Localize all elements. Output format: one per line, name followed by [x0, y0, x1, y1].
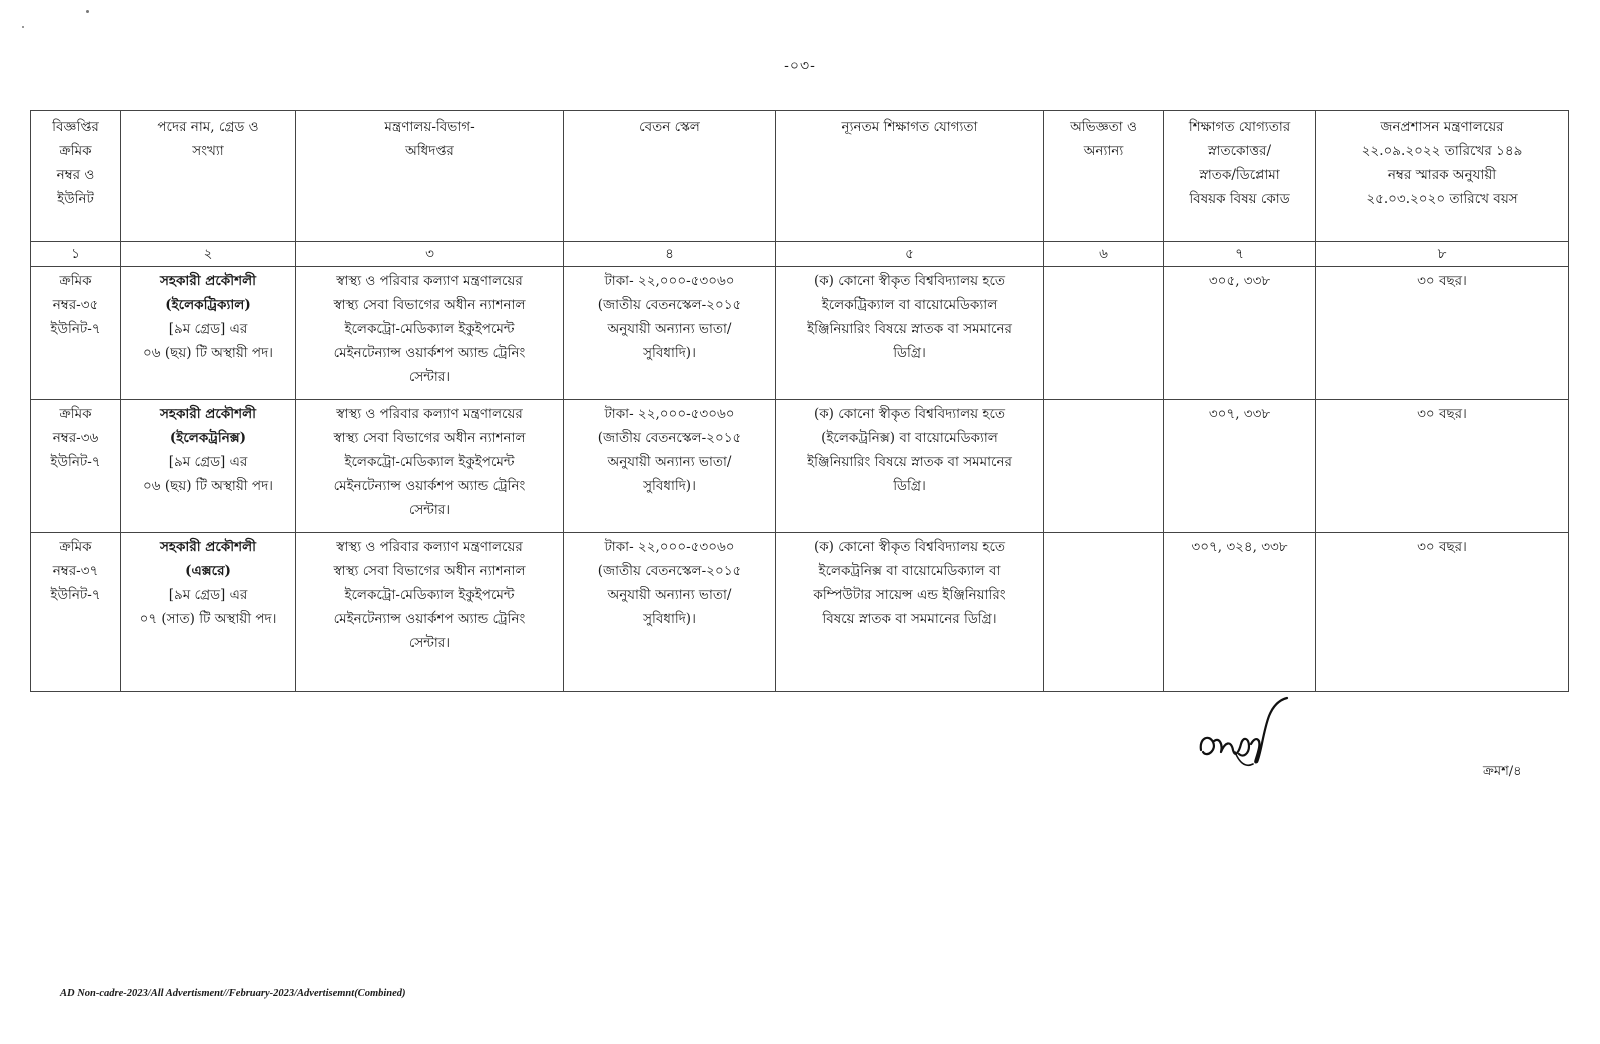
- pay-scale-cell: টাকা- ২২,০০০-৫৩০৬০ (জাতীয় বেতনস্কেল-২০১৫ অনুযায়ী অন্যান্য ভাতা/ সুবিধাদি)।: [564, 400, 776, 533]
- subject-code-cell: ৩০৫, ৩৩৮: [1164, 267, 1316, 400]
- post-cell: সহকারী প্রকৌশলী (ইলেকট্রনিক্স) [৯ম গ্রেড] এর ০৬ (ছয়) টি অস্থায়ী পদ।: [121, 400, 296, 533]
- ministry-cell: স্বাস্থ্য ও পরিবার কল্যাণ মন্ত্রণালয়ের স্বাস্থ্য সেবা বিভাগের অধীন ন্যাশনাল ইলেকট্রো-মেডিক্যাল ইকুইপমেন্ট মেইনটেন্যান্স ওয়ার্কশপ অ্যান্ড ট্রেনিং সেন্টার।: [296, 533, 564, 692]
- scan-speck: [86, 10, 89, 13]
- age-limit-cell: ৩০ বছর।: [1316, 400, 1569, 533]
- pay-scale-cell: টাকা- ২২,০০০-৫৩০৬০ (জাতীয় বেতনস্কেল-২০১৫ অনুযায়ী অন্যান্য ভাতা/ সুবিধাদি)।: [564, 267, 776, 400]
- header-post-grade-count: পদের নাম, গ্রেড ও সংখ্যা: [121, 111, 296, 242]
- post-cell: সহকারী প্রকৌশলী (ইলেকট্রিক্যাল) [৯ম গ্রেড] এর ০৬ (ছয়) টি অস্থায়ী পদ।: [121, 267, 296, 400]
- serial-cell: ক্রমিক নম্বর-৩৫ ইউনিট-৭: [31, 267, 121, 400]
- footer-file-path: AD Non-cadre-2023/All Advertisment//February-2023/Advertisemnt(Combined): [60, 988, 406, 999]
- serial-cell: ক্রমিক নম্বর-৩৬ ইউনিট-৭: [31, 400, 121, 533]
- vacancy-table: [30, 110, 1569, 692]
- qualification-cell: (ক) কোনো স্বীকৃত বিশ্ববিদ্যালয় হতে ইলেকট্রিক্যাল বা বায়োমেডিক্যাল ইঞ্জিনিয়ারিং বিষয়ে স্নাতক বা সমমানের ডিগ্রি।: [776, 267, 1044, 400]
- handwritten-signature: [1195, 692, 1295, 776]
- header-ministry-division: মন্ত্রণালয়-বিভাগ- অধিদপ্তর: [296, 111, 564, 242]
- header-subject-code: শিক্ষাগত যোগ্যতার স্নাতকোত্তর/ স্নাতক/ডিপ্লোমা বিষয়ক বিষয় কোড: [1164, 111, 1316, 242]
- header-serial-unit: বিজ্ঞপ্তির ক্রমিক নম্বর ও ইউনিট: [31, 111, 121, 242]
- ministry-cell: স্বাস্থ্য ও পরিবার কল্যাণ মন্ত্রণালয়ের স্বাস্থ্য সেবা বিভাগের অধীন ন্যাশনাল ইলেকট্রো-মেডিক্যাল ইকুইপমেন্ট মেইনটেন্যান্স ওয়ার্কশপ অ্যান্ড ট্রেনিং সেন্টার।: [296, 267, 564, 400]
- qualification-cell: (ক) কোনো স্বীকৃত বিশ্ববিদ্যালয় হতে ইলেকট্রনিক্স বা বায়োমেডিক্যাল বা কম্পিউটার সায়েন্স এন্ড ইঞ্জিনিয়ারিং বিষয়ে স্নাতক বা সমমানের ডিগ্রি।: [776, 533, 1044, 692]
- column-number: ৬: [1044, 242, 1164, 267]
- table-row: [31, 400, 1569, 533]
- age-limit-cell: ৩০ বছর।: [1316, 533, 1569, 692]
- table-row: [31, 533, 1569, 692]
- experience-cell: [1044, 533, 1164, 692]
- ministry-cell: স্বাস্থ্য ও পরিবার কল্যাণ মন্ত্রণালয়ের স্বাস্থ্য সেবা বিভাগের অধীন ন্যাশনাল ইলেকট্রো-মেডিক্যাল ইকুইপমেন্ট মেইনটেন্যান্স ওয়ার্কশপ অ্যান্ড ট্রেনিং সেন্টার।: [296, 400, 564, 533]
- age-limit-cell: ৩০ বছর।: [1316, 267, 1569, 400]
- experience-cell: [1044, 267, 1164, 400]
- pay-scale-cell: টাকা- ২২,০০০-৫৩০৬০ (জাতীয় বেতনস্কেল-২০১৫ অনুযায়ী অন্যান্য ভাতা/ সুবিধাদি)।: [564, 533, 776, 692]
- column-number-row: [31, 242, 1569, 267]
- column-number: ৩: [296, 242, 564, 267]
- post-cell: সহকারী প্রকৌশলী (এক্সরে) [৯ম গ্রেড] এর ০৭ (সাত) টি অস্থায়ী পদ।: [121, 533, 296, 692]
- subject-code-cell: ৩০৭, ৩৩৮: [1164, 400, 1316, 533]
- page-number: -০৩-: [784, 58, 816, 74]
- serial-cell: ক্রমিক নম্বর-৩৭ ইউনিট-৭: [31, 533, 121, 692]
- column-number: ১: [31, 242, 121, 267]
- header-row: [31, 111, 1569, 242]
- continuation-note: ক্রমশ/৪: [1483, 764, 1522, 779]
- column-number: ৮: [1316, 242, 1569, 267]
- scan-speck: [22, 26, 24, 28]
- header-pay-scale: বেতন স্কেল: [564, 111, 776, 242]
- column-number: ৫: [776, 242, 1044, 267]
- table-row: [31, 267, 1569, 400]
- subject-code-cell: ৩০৭, ৩২৪, ৩৩৮: [1164, 533, 1316, 692]
- header-min-qualification: ন্যূনতম শিক্ষাগত যোগ্যতা: [776, 111, 1044, 242]
- experience-cell: [1044, 400, 1164, 533]
- qualification-cell: (ক) কোনো স্বীকৃত বিশ্ববিদ্যালয় হতে (ইলেকট্রনিক্স) বা বায়োমেডিক্যাল ইঞ্জিনিয়ারিং বিষয়ে স্নাতক বা সমমানের ডিগ্রি।: [776, 400, 1044, 533]
- column-number: ৭: [1164, 242, 1316, 267]
- column-number: ২: [121, 242, 296, 267]
- header-age-limit: জনপ্রশাসন মন্ত্রণালয়ের ২২.০৯.২০২২ তারিখের ১৪৯ নম্বর স্মারক অনুযায়ী ২৫.০৩.২০২০ তারিখে বয়স: [1316, 111, 1569, 242]
- column-number: ৪: [564, 242, 776, 267]
- header-experience: অভিজ্ঞতা ও অন্যান্য: [1044, 111, 1164, 242]
